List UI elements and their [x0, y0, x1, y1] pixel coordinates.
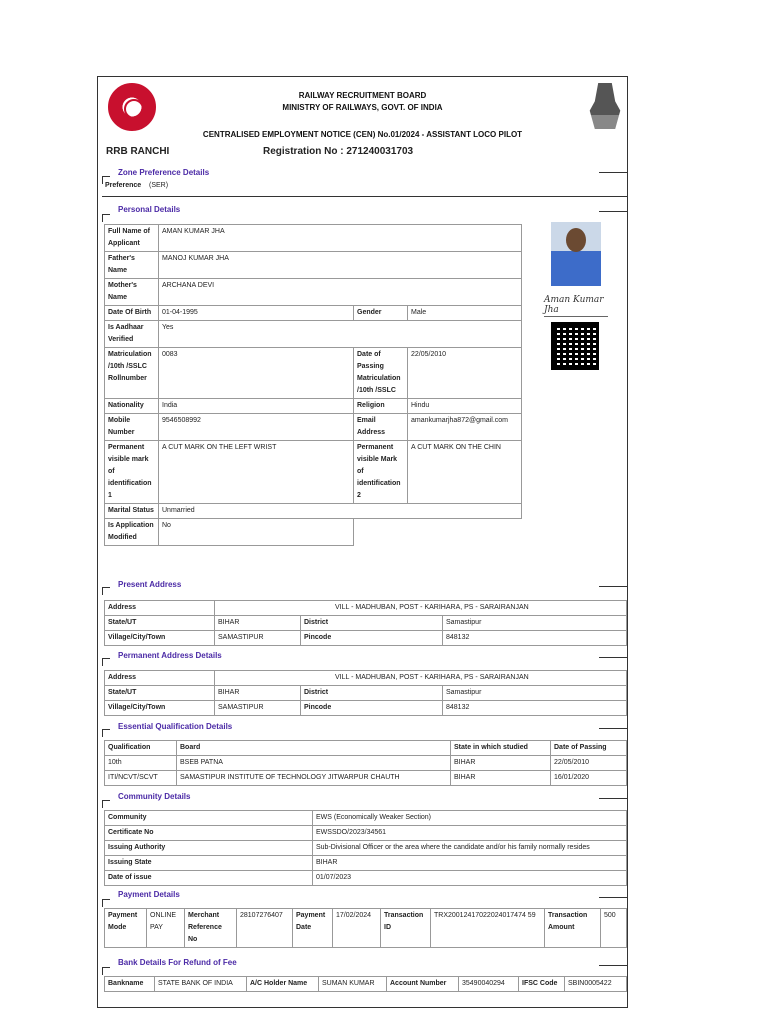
personal-section-title: Personal Details — [118, 205, 181, 214]
qualification-cell: SAMASTIPUR INSTITUTE OF TECHNOLOGY JITWARPUR CHAUTH — [177, 771, 451, 786]
bank-table: Bankname STATE BANK OF INDIA A/C Holder Name SUMAN KUMAR Account Number 35490040294 IFSC Code SBIN0005422 — [104, 976, 627, 992]
applicant-signature: Aman Kumar Jha — [544, 295, 608, 317]
qualification-cell: BSEB PATNA — [177, 756, 451, 771]
payment-title: Payment Details — [118, 890, 180, 899]
qualification-cell: BIHAR — [451, 756, 551, 771]
board-name: RAILWAY RECRUITMENT BOARD — [298, 91, 427, 100]
qualification-cell: 10th — [105, 756, 177, 771]
cen-title: CENTRALISED EMPLOYMENT NOTICE (CEN) No.01/2024 - ASSISTANT LOCO PILOT — [202, 130, 523, 139]
ministry-name: MINISTRY OF RAILWAYS, GOVT. OF INDIA — [282, 103, 443, 112]
qualification-cell: 16/01/2020 — [551, 771, 627, 786]
applicant-photo — [551, 222, 601, 286]
table-row — [105, 771, 627, 786]
qualification-header: Date of Passing — [551, 741, 627, 756]
table-row — [105, 756, 627, 771]
personal-table: Full Name of Applicant AMAN KUMAR JHA Father's Name MANOJ KUMAR JHA Mother's Name ARCHANA DEVI Date Of Birth 01-04-1995 Gender Male Is Aadhaar Verified Yes Matriculation /10th /SSLC Rollnumber 0083 Date of Passing Matriculation /10th /SSLC 22/05/2010 Nationality India Religion Hindu Mobile Number 9546508992 Email Address amankumarjha872@gmail.com Permanent visible mark of identification 1 A CUT MARK ON THE LEFT WRIST Permanent visible Mark of identification 2 A CUT MARK ON THE CHIN Marital Status Unmarried Is Application Modified No — [104, 224, 522, 546]
qualification-title: Essential Qualification Details — [118, 722, 233, 731]
permanent-address-table: Address VILL - MADHUBAN, POST - KARIHARA, PS - SARAIRANJAN State/UT BIHAR District Samastipur Village/City/Town SAMASTIPUR Pincode 848132 — [104, 670, 627, 716]
registration-number: Registration No : 271240031703 — [263, 146, 414, 157]
qualification-cell: ITI/NCVT/SCVT — [105, 771, 177, 786]
qualification-header: Qualification — [105, 741, 177, 756]
application-form — [97, 76, 628, 1008]
qualification-cell: BIHAR — [451, 771, 551, 786]
present-address-table: Address VILL - MADHUBAN, POST - KARIHARA, PS - SARAIRANJAN State/UT BIHAR District Samastipur Village/City/Town SAMASTIPUR Pincode 848132 — [104, 600, 627, 646]
zone-table: Preference (SER) — [105, 182, 169, 189]
rrb-name: RRB RANCHI — [106, 146, 170, 157]
payment-table: Payment Mode ONLINE PAY Merchant Reference No 28107276407 Payment Date 17/02/2024 Transaction ID TRX20012417022024017474 59 Transaction Amount 500 — [104, 908, 627, 948]
present-address-title: Present Address — [118, 580, 182, 589]
permanent-address-title: Permanent Address Details — [118, 651, 222, 660]
community-table: Community EWS (Economically Weaker Section) Certificate No EWSSDO/2023/34561 Issuing Authority Sub-Divisional Officer or the area where the candidate and/or his family normally resides Issuing State BIHAR Date of issue 01/07/2023 — [104, 810, 627, 886]
qr-code-icon — [551, 322, 599, 370]
qualification-header: State in which studied — [451, 741, 551, 756]
community-title: Community Details — [118, 792, 191, 801]
zone-section-title: Zone Preference Details — [118, 168, 210, 177]
bank-title: Bank Details For Refund of Fee — [118, 958, 237, 967]
qualification-table — [104, 740, 627, 786]
qualification-cell: 22/05/2010 — [551, 756, 627, 771]
qualification-header: Board — [177, 741, 451, 756]
